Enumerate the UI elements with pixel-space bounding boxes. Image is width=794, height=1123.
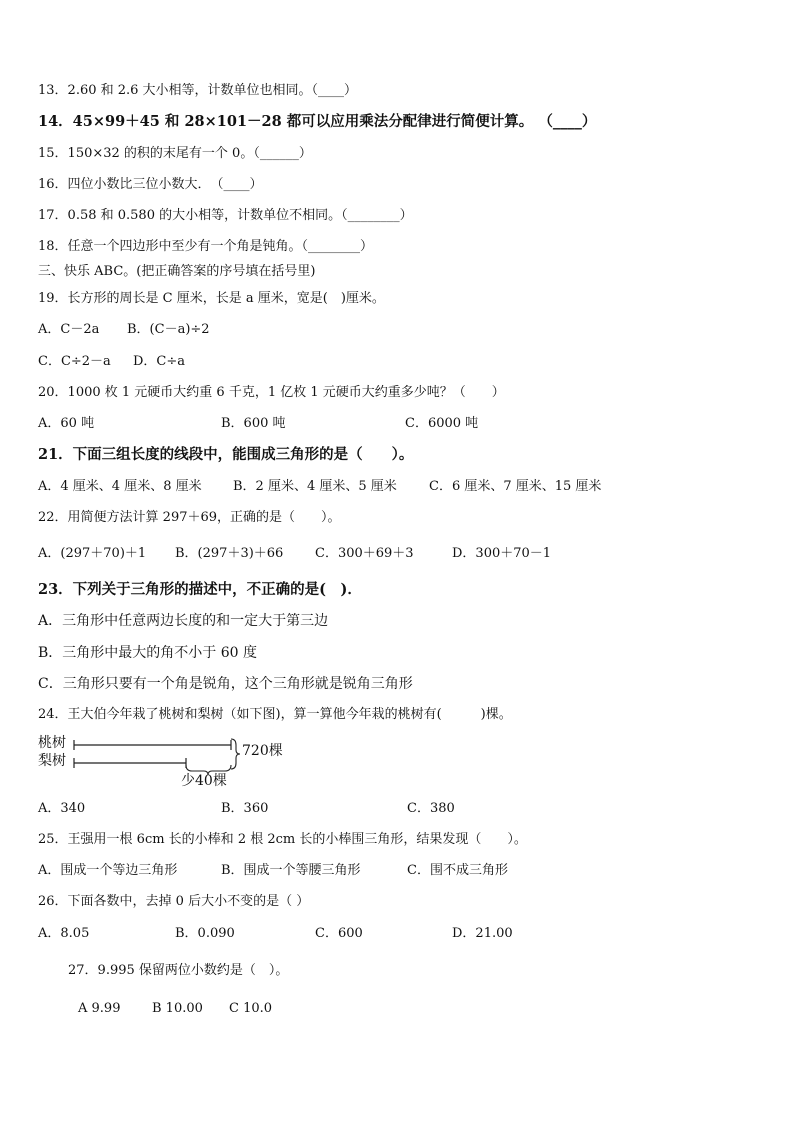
question-16: 16．四位小数比三位小数大． （____） <box>38 177 263 192</box>
question-23-option-b[interactable]: B．三角形中最大的角不小于 60 度 <box>38 645 258 661</box>
question-27: 27．9.995 保留两位小数约是（ ）。 <box>68 963 289 978</box>
pear-label: 梨树 <box>38 753 66 769</box>
question-19-options-row1 <box>38 321 758 339</box>
question-26: 26．下面各数中，去掉 0 后大小不变的是（ ） <box>38 894 310 909</box>
option-d[interactable]: D．C÷a <box>133 354 186 369</box>
option-a[interactable]: A．围成一个等边三角形 <box>38 863 178 878</box>
option-c[interactable]: C 10.0 <box>229 1001 273 1016</box>
question-19-options-row2 <box>38 353 758 371</box>
option-a[interactable]: A 9.99 <box>78 1001 121 1016</box>
question-25-options <box>38 862 758 880</box>
question-17: 17．0.58 和 0.580 的大小相等，计数单位不相同。（________） <box>38 208 413 223</box>
total-label: 720棵 <box>242 743 283 759</box>
question-18: 18．任意一个四边形中至少有一个角是钝角。（________） <box>38 239 374 254</box>
option-d[interactable]: D．21.00 <box>452 926 513 941</box>
question-23-option-c[interactable]: C．三角形只要有一个角是锐角，这个三角形就是锐角三角形 <box>38 676 413 692</box>
question-15: 15．150×32 的积的末尾有一个 0。（______） <box>38 146 312 161</box>
option-c[interactable]: C．6000 吨 <box>405 416 479 431</box>
option-b[interactable]: B 10.00 <box>152 1001 203 1016</box>
option-b[interactable]: B．0.090 <box>175 926 235 941</box>
option-b[interactable]: B．2 厘米、4 厘米、5 厘米 <box>233 479 397 494</box>
option-a[interactable]: A．(297＋70)＋1 <box>38 546 147 561</box>
option-b[interactable]: B．(C－a)÷2 <box>127 322 210 337</box>
option-c[interactable]: C．C÷2－a <box>38 354 111 369</box>
option-b[interactable]: B．(297＋3)＋66 <box>175 546 284 561</box>
option-c[interactable]: C．6 厘米、7 厘米、15 厘米 <box>429 479 602 494</box>
question-23-option-a[interactable]: A．三角形中任意两边长度的和一定大于第三边 <box>38 613 329 629</box>
peach-label: 桃树 <box>38 735 66 751</box>
question-24: 24．王大伯今年栽了桃树和梨树（如下图)，算一算他今年栽的桃树有( )棵。 <box>38 707 512 722</box>
option-a[interactable]: A．8.05 <box>38 926 90 941</box>
option-a[interactable]: A．60 吨 <box>38 416 95 431</box>
question-14: 14．45×99＋45 和 28×101－28 都可以应用乘法分配律进行简便计算。 （____） <box>38 113 597 130</box>
question-24-options <box>38 800 758 818</box>
difference-label: 少40棵 <box>181 773 227 789</box>
question-21: 21．下面三组长度的线段中，能围成三角形的是（ ）。 <box>38 446 414 463</box>
question-19: 19．长方形的周长是 C 厘米，长是 a 厘米，宽是( )厘米。 <box>38 291 385 306</box>
question-13: 13．2.60 和 2.6 大小相等，计数单位也相同。（____） <box>38 83 358 98</box>
option-b[interactable]: B．围成一个等腰三角形 <box>221 863 361 878</box>
option-a[interactable]: A．C－2a <box>38 322 100 337</box>
option-c[interactable]: C．围不成三角形 <box>407 863 508 878</box>
question-21-options <box>38 478 758 496</box>
question-26-options <box>38 925 758 943</box>
option-d[interactable]: D．300＋70－1 <box>452 546 552 561</box>
section-3-heading: 三、快乐 ABC。(把正确答案的序号填在括号里) <box>38 264 316 279</box>
option-a[interactable]: A．4 厘米、4 厘米、8 厘米 <box>38 479 202 494</box>
question-20-options <box>38 415 758 433</box>
question-25: 25．王强用一根 6cm 长的小棒和 2 根 2cm 长的小棒围三角形，结果发现（ ）。 <box>38 832 527 847</box>
question-27-options <box>78 1000 794 1018</box>
option-b[interactable]: B．600 吨 <box>221 416 286 431</box>
question-23: 23．下列关于三角形的描述中，不正确的是( )． <box>38 581 362 598</box>
option-a[interactable]: A．340 <box>38 801 86 816</box>
option-c[interactable]: C．600 <box>315 926 363 941</box>
question-22-options <box>38 545 758 563</box>
question-20: 20．1000 枚 1 元硬币大约重 6 千克，1 亿枚 1 元硬币大约重多少吨？（ ） <box>38 385 505 400</box>
question-22: 22．用简便方法计算 297＋69，正确的是（ ）。 <box>38 510 341 525</box>
q24-line-diagram <box>38 735 338 795</box>
option-c[interactable]: C．300＋69＋3 <box>315 546 414 561</box>
option-c[interactable]: C．380 <box>407 801 455 816</box>
option-b[interactable]: B．360 <box>221 801 269 816</box>
